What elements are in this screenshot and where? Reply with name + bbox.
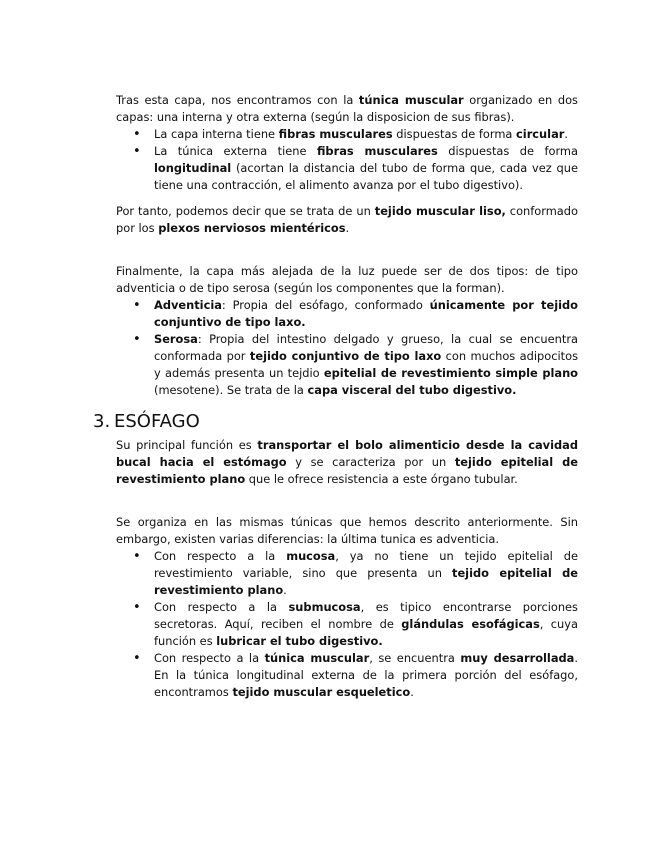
list-item: • Con respecto a la túnica muscular, se encuentra muy desarrollada. En la túnica longitudinal externa de la primera porción del esófago, encontramos tejido muscular esqueletico. xyxy=(116,650,578,701)
list-item: • Adventicia: Propia del esófago, conformado únicamente por tejido conjuntivo de tipo laxo. xyxy=(116,297,578,331)
smooth-muscle-paragraph: Por tanto, podemos decir que se trata de un tejido muscular liso, conformado por los plexos nerviosos mientéricos. xyxy=(116,204,578,235)
outer-layer-paragraph: Finalmente, la capa más alejada de la luz puede ser de dos tipos: de tipo adventicia o de tipo serosa (según los componentes que la forman). xyxy=(116,264,578,295)
list-item: • Con respecto a la submucosa, es tipico encontrarse porciones secretoras. Aquí, reciben el nombre de glándulas esofágicas, cuya función es lubricar el tubo digestivo. xyxy=(116,599,578,650)
intro-paragraph: Tras esta capa, nos encontramos con la túnica muscular organizado en dos capas: una interna y otra externa (según la disposicion de sus fibras). xyxy=(116,93,578,124)
list-item: • Serosa: Propia del intestino delgado y grueso, la cual se encuentra conformada por tejido conjuntivo de tipo laxo con muchos adipocitos y además presenta un tejdio epitelial de revestimiento simple plano (mesotene). Se trata de la capa visceral del tubo digestivo. xyxy=(116,331,578,399)
esophagus-paragraph: Su principal función es transportar el bolo alimenticio desde la cavidad bucal hacia el estómago y se caracteriza por un tejido epitelial de revestimiento plano que le ofrece resistencia a este órgano tubular. xyxy=(116,438,578,486)
section-number: 3. xyxy=(93,411,111,432)
list-item: • La capa interna tiene fibras musculares dispuestas de forma circular. xyxy=(116,126,578,143)
section-heading xyxy=(93,411,555,433)
tunics-paragraph: Se organiza en las mismas túnicas que hemos descrito anteriormente. Sin embargo, existen varias diferencias: la última tunica es adventicia. xyxy=(116,515,578,546)
muscular-layer-list xyxy=(116,126,578,194)
section-title: ESÓFAGO xyxy=(114,411,200,432)
esophagus-tunics-list xyxy=(116,548,578,701)
list-item: • Con respecto a la mucosa, ya no tiene un tejido epitelial de revestimiento variable, sino que presenta un tejido epitelial de revestimiento plano. xyxy=(116,548,578,599)
list-item: • La túnica externa tiene fibras musculares dispuestas de forma longitudinal (acortan la distancia del tubo de forma que, cada vez que tiene una contracción, el alimento avanza por el tubo digestivo). xyxy=(116,143,578,194)
page-content xyxy=(93,92,579,701)
outer-layer-list xyxy=(116,297,578,399)
